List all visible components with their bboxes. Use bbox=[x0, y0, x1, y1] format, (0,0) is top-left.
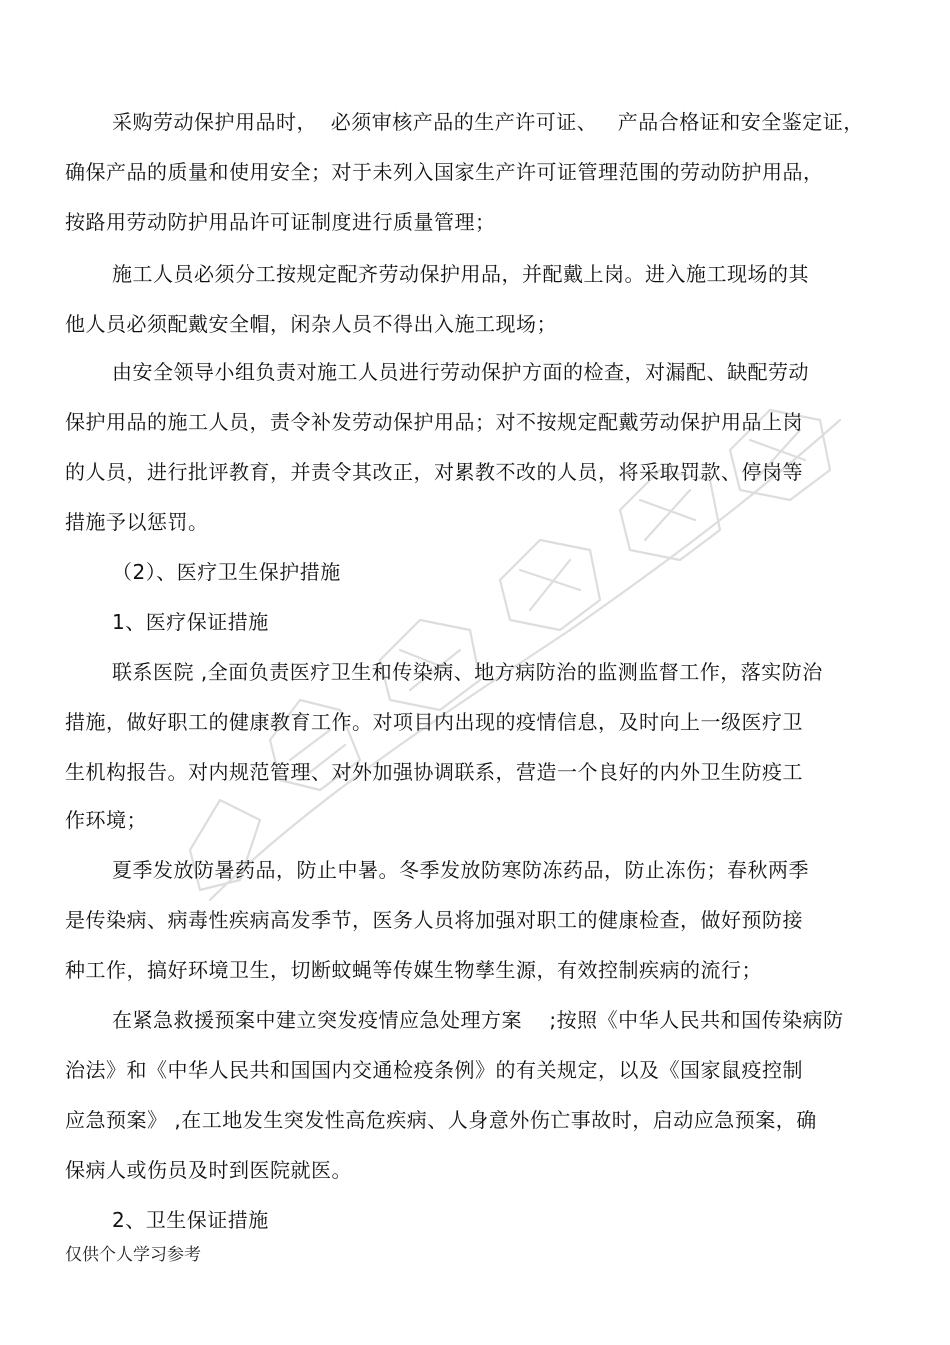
subheading-hygiene-guarantee: 2、卫生保证措施 bbox=[112, 1208, 269, 1232]
text-line-15: 作环境； bbox=[65, 808, 147, 832]
text-line-20: 治法》和《中华人民共和国国内交通检疫条例》的有关规定，以及《国家鼠疫控制 bbox=[65, 1058, 803, 1082]
text-line-6: 由安全领导小组负责对施工人员进行劳动保护方面的检查，对漏配、缺配劳动 bbox=[112, 360, 809, 384]
text-line-21: 应急预案》 ,在工地发生突发性高危疾病、人身意外伤亡事故时，启动应急预案，确 bbox=[65, 1108, 817, 1132]
text-line-2: 确保产品的质量和使用安全；对于未列入国家生产许可证管理范围的劳动防护用品， bbox=[65, 160, 824, 184]
subheading-medical-guarantee: 1、医疗保证措施 bbox=[112, 610, 269, 634]
text-line-8: 的人员，进行批评教育，并责令其改正，对累教不改的人员，将采取罚款、停岗等 bbox=[65, 460, 803, 484]
section-heading-medical-hygiene: （2）、医疗卫生保护措施 bbox=[112, 560, 341, 584]
text-line-3: 按路用劳动防护用品许可证制度进行质量管理； bbox=[65, 210, 496, 234]
text-line-16: 夏季发放防暑药品，防止中暑。冬季发放防寒防冻药品，防止冻伤；春秋两季 bbox=[112, 858, 809, 882]
text-line-12: 联系医院 ,全面负责医疗卫生和传染病、地方病防治的监测监督工作，落实防治 bbox=[112, 660, 823, 684]
text-line-18: 种工作，搞好环境卫生，切断蚊蝇等传媒生物孳生源，有效控制疾病的流行； bbox=[65, 958, 762, 982]
text-line-19: 在紧急救援预案中建立突发疫情应急处理方案 ;按照《中华人民共和国传染病防 bbox=[112, 1008, 844, 1032]
text-line-1: 采购劳动保护用品时， 必须审核产品的生产许可证、 产品合格证和安全鉴定证， bbox=[112, 110, 864, 134]
text-line-4: 施工人员必须分工按规定配齐劳动保护用品，并配戴上岗。进入施工现场的其 bbox=[112, 262, 809, 286]
text-line-14: 生机构报告。对内规范管理、对外加强协调联系，营造一个良好的内外卫生防疫工 bbox=[65, 760, 803, 784]
text-line-13: 措施，做好职工的健康教育工作。对项目内出现的疫情信息，及时向上一级医疗卫 bbox=[65, 710, 803, 734]
text-line-22: 保病人或伤员及时到医院就医。 bbox=[65, 1158, 352, 1182]
text-line-7: 保护用品的施工人员，责令补发劳动保护用品；对不按规定配戴劳动保护用品上岗 bbox=[65, 410, 803, 434]
text-line-9: 措施予以惩罚。 bbox=[65, 510, 209, 534]
text-line-17: 是传染病、病毒性疾病高发季节，医务人员将加强对职工的健康检查，做好预防接 bbox=[65, 908, 803, 932]
footer-note: 仅供个人学习参考 bbox=[65, 1245, 201, 1265]
text-line-5: 他人员必须配戴安全帽，闲杂人员不得出入施工现场； bbox=[65, 312, 557, 336]
